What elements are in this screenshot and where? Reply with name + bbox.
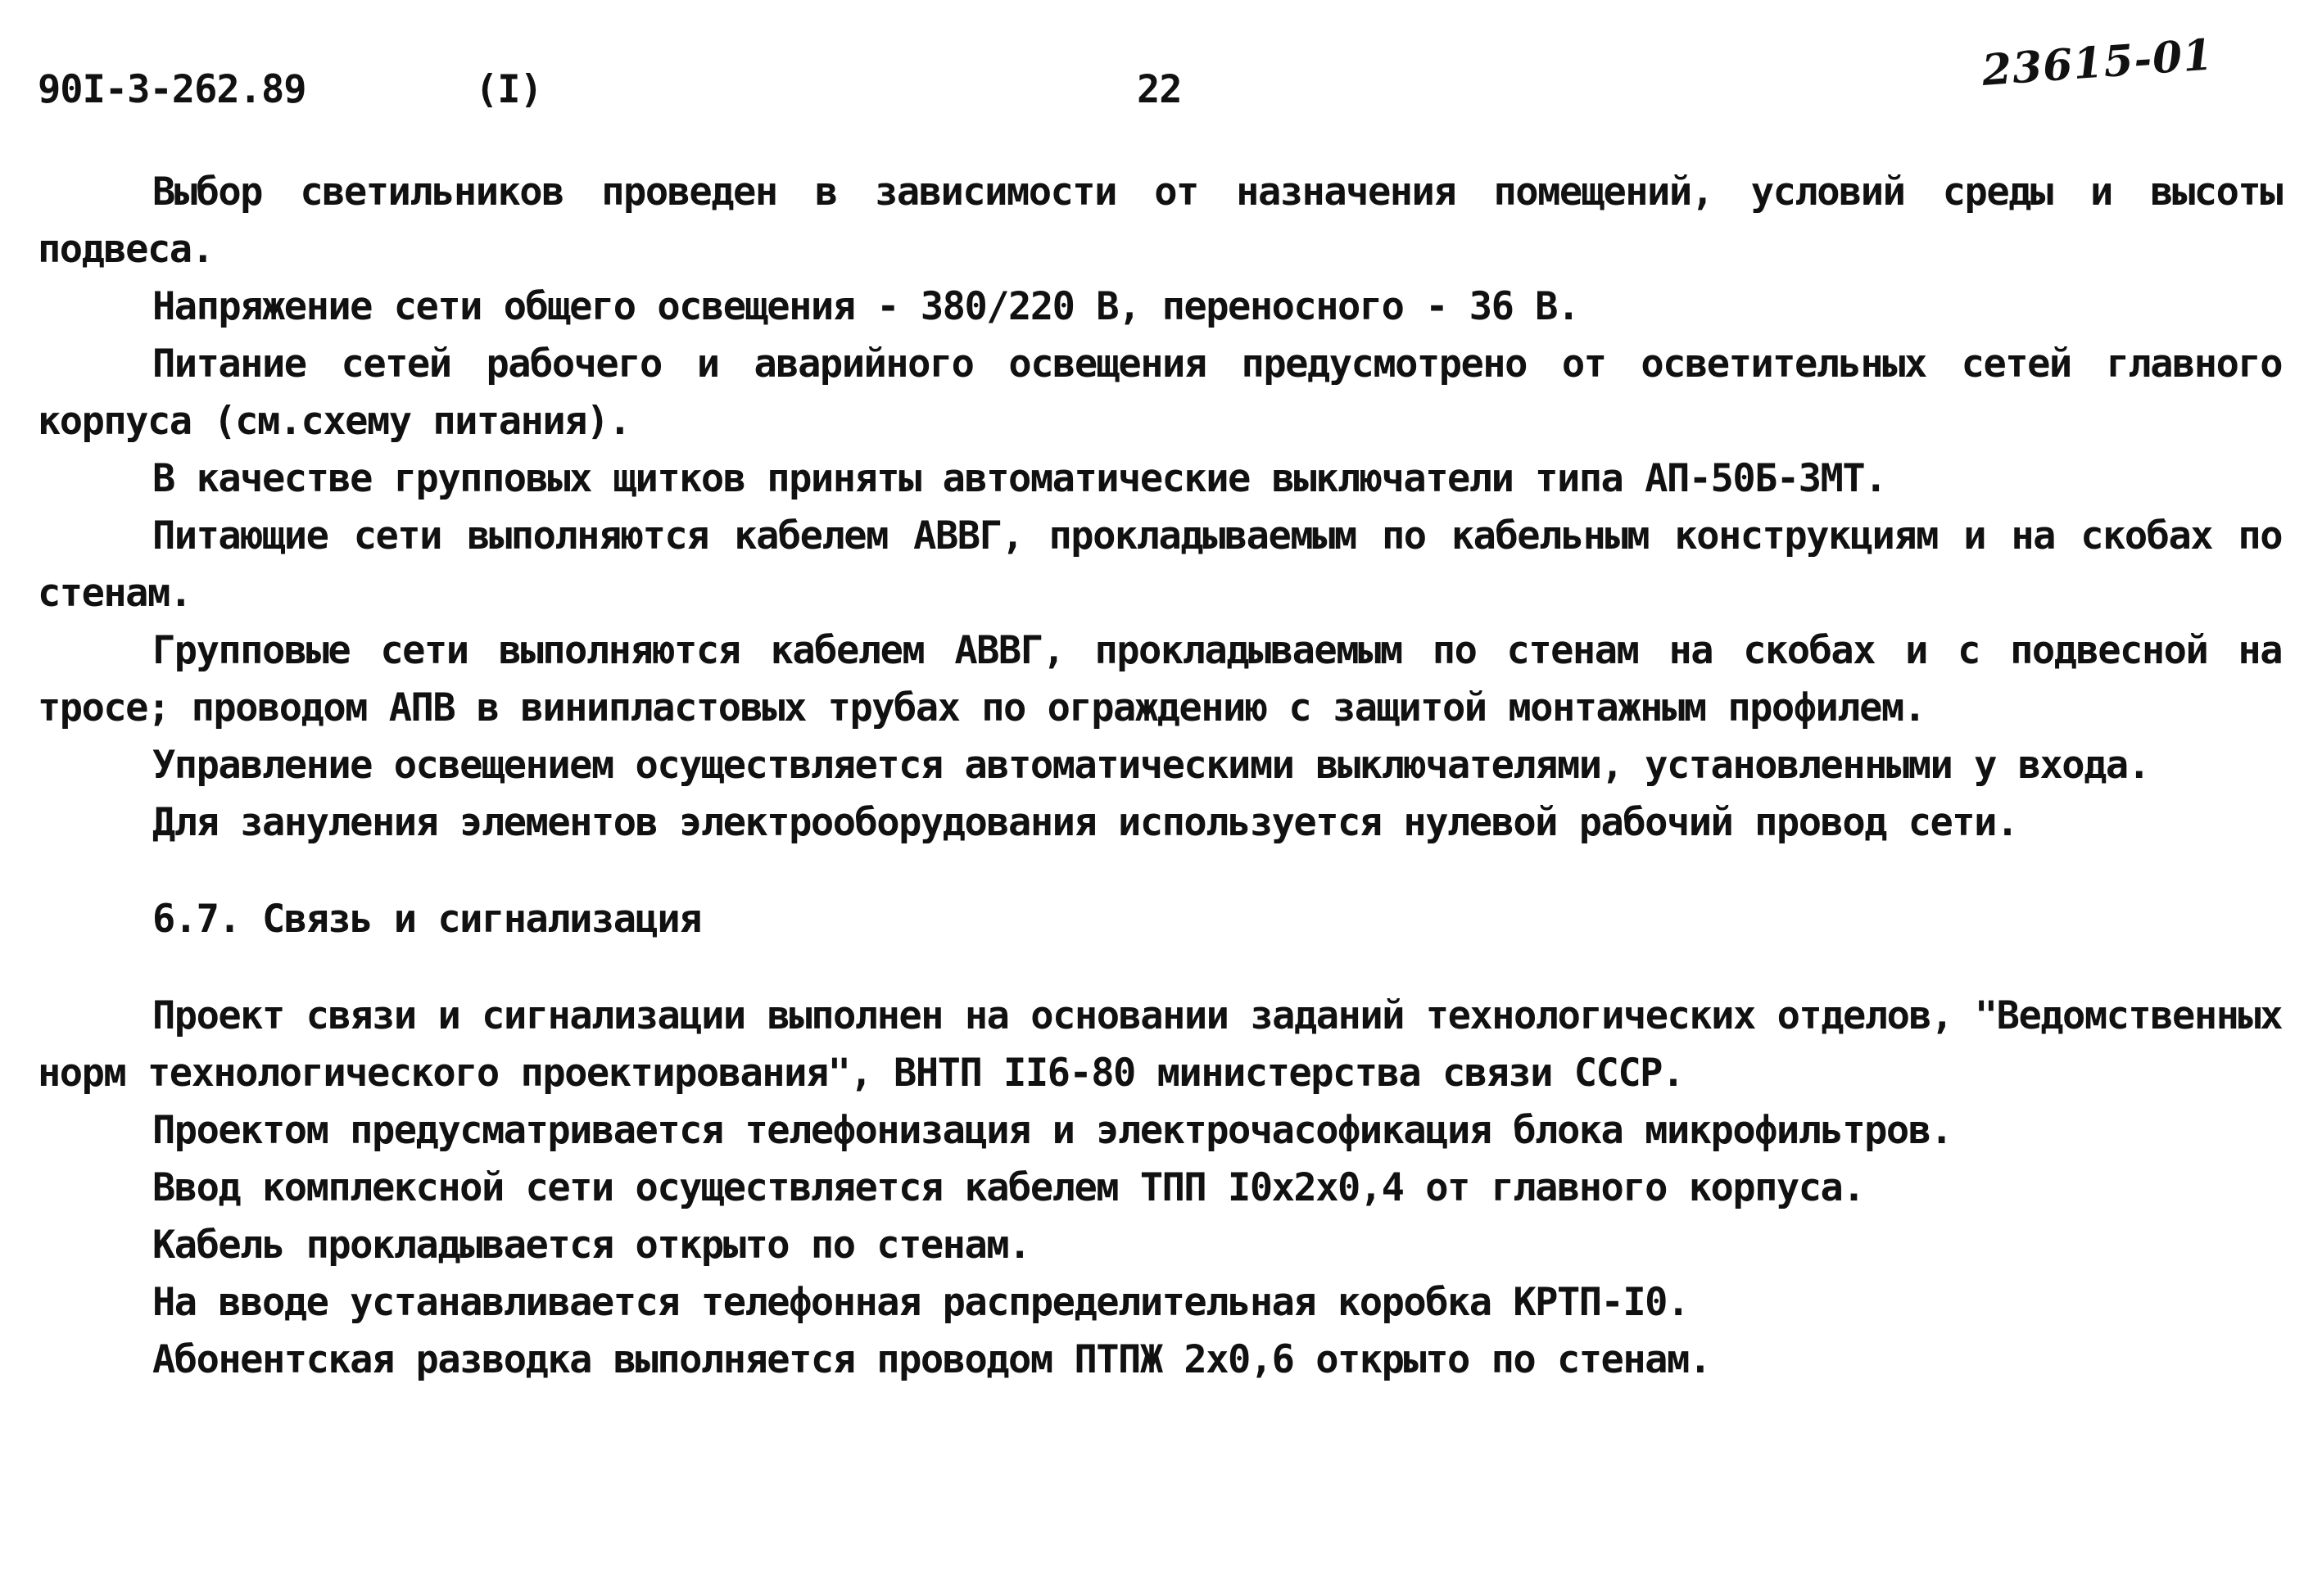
paragraph-network-voltage: Напряжение сети общего освещения - 380/220 В, переносного - 36 В. bbox=[152, 284, 1579, 329]
section-heading-communication: 6.7. Связь и сигнализация bbox=[152, 897, 701, 942]
paragraph-grounding: Для зануления элементов электрооборудования используется нулевой рабочий провод сети. bbox=[152, 800, 2018, 845]
document-code: 90I-3-262.89 bbox=[38, 67, 306, 112]
page-number: 22 bbox=[1137, 67, 1182, 112]
paragraph-distribution-box: На вводе устанавливается телефонная распределительная коробка КРТП-I0. bbox=[152, 1280, 1689, 1325]
paragraph-lighting-control: Управление освещением осуществляется автоматическими выключателями, установленными у входа. bbox=[152, 743, 2150, 788]
paragraph-power-supply: Питание сетей рабочего и аварийного освещения предусмотрено от осветительных сетей главного корпуса (см.схему питания). bbox=[38, 341, 2282, 444]
handwritten-inventory-number: 23615-01 bbox=[1980, 29, 2216, 96]
paragraph-cable-routing: Кабель прокладывается открыто по стенам. bbox=[152, 1223, 1030, 1268]
sheet-mark: (I) bbox=[475, 67, 542, 112]
paragraph-cable-input: Ввод комплексной сети осуществляется кабелем ТПП I0x2x0,4 от главного корпуса. bbox=[152, 1165, 1865, 1210]
paragraph-group-networks: Групповые сети выполняются кабелем АВВГ, прокладываемым по стенам на скобах и с подвесной на тросе; проводом АПВ в винипластовых трубах по ограждению с защитой монтажным профилем. bbox=[38, 628, 2282, 730]
document-body bbox=[38, 164, 2282, 1389]
paragraph-project-basis: Проект связи и сигнализации выполнен на основании заданий технологических отделов, "Ведомственных норм технологического проектирования", ВНТП II6-80 министерства связи СССР. bbox=[38, 993, 2282, 1096]
paragraph-telephony: Проектом предусматривается телефонизация и электрочасофикация блока микрофильтров. bbox=[152, 1108, 1953, 1153]
paragraph-feeding-networks: Питающие сети выполняются кабелем АВВГ, прокладываемым по кабельным конструкциям и на скобах по стенам. bbox=[38, 513, 2282, 616]
paragraph-group-panels: В качестве групповых щитков приняты автоматические выключатели типа АП-50Б-3МТ. bbox=[152, 456, 1886, 501]
paragraph-luminaire-selection: Выбор светильников проведен в зависимости от назначения помещений, условий среды и высоты подвеса. bbox=[38, 170, 2282, 272]
paragraph-subscriber-wiring: Абонентская разводка выполняется проводом ПТПЖ 2x0,6 открыто по стенам. bbox=[152, 1337, 1711, 1382]
